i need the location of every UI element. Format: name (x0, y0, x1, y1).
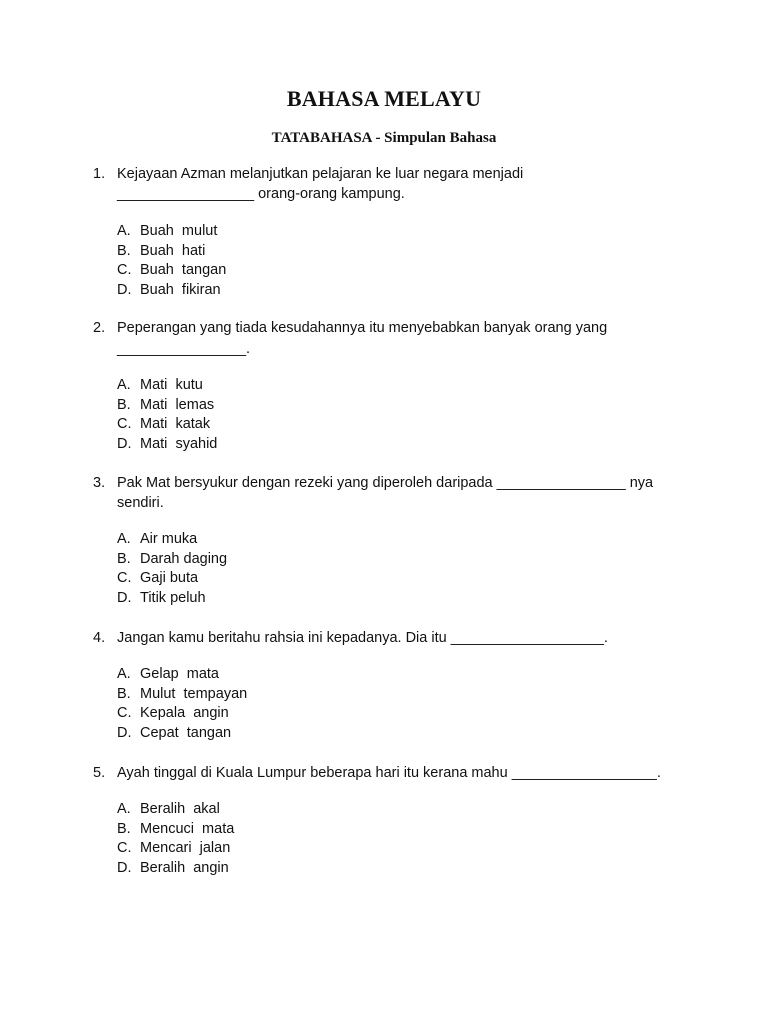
question-number: 2. (93, 320, 106, 336)
option-item (0, 396, 768, 416)
options-2 (0, 376, 768, 454)
option-text: Mencuci mata (140, 820, 235, 837)
option-letter: B. (117, 685, 131, 702)
options-5 (0, 800, 768, 878)
question-line (0, 184, 768, 204)
question-text: Peperangan yang tiada kesudahannya itu menyebabkan banyak orang yang (117, 320, 608, 336)
option-text: Beralih angin (140, 859, 229, 876)
option-letter: B. (117, 820, 131, 837)
option-item (0, 685, 768, 705)
question-line (0, 628, 768, 648)
option-letter: C. (117, 262, 132, 278)
option-item (0, 242, 768, 262)
option-item (0, 665, 768, 685)
option-letter: D. (117, 435, 132, 452)
option-text: Mati kutu (140, 377, 203, 393)
question-3 (0, 473, 768, 513)
option-item (0, 550, 768, 570)
page-title: BAHASA MELAYU (286, 86, 482, 111)
option-text: Mati katak (140, 416, 211, 432)
question-text: ________________. (117, 341, 251, 357)
option-letter: C. (117, 840, 132, 856)
option-letter: A. (117, 377, 131, 393)
option-item (0, 589, 768, 609)
option-item (0, 376, 768, 396)
option-letter: A. (117, 801, 131, 817)
option-item (0, 281, 768, 301)
option-letter: C. (117, 705, 132, 721)
option-text: Mati lemas (140, 396, 215, 413)
question-number: 1. (93, 166, 106, 182)
question-number: 5. (93, 765, 106, 781)
question-line (0, 473, 768, 493)
page-subtitle: TATABAHASA - Simpulan Bahasa (271, 130, 497, 146)
question-text: sendiri. (117, 495, 164, 511)
option-item (0, 820, 768, 840)
question-text: Jangan kamu beritahu rahsia ini kepadanya. Dia itu ___________________. (117, 630, 608, 646)
option-item (0, 261, 768, 281)
option-text: Air muka (140, 531, 198, 547)
option-item (0, 435, 768, 455)
option-item (0, 415, 768, 435)
option-text: Titik peluh (140, 589, 206, 606)
question-text: _________________ orang-orang kampung. (117, 186, 405, 202)
option-letter: A. (117, 531, 131, 547)
question-4 (0, 628, 768, 648)
question-number: 4. (93, 630, 106, 646)
question-number: 3. (93, 475, 106, 491)
option-letter: B. (117, 550, 131, 567)
option-letter: B. (117, 242, 131, 259)
option-letter: D. (117, 724, 132, 741)
question-2 (0, 318, 768, 359)
question-1 (0, 164, 768, 204)
option-text: Buah tangan (140, 262, 227, 278)
option-text: Mencari jalan (140, 840, 231, 856)
option-letter: C. (117, 570, 132, 586)
option-text: Gaji buta (140, 570, 199, 586)
option-text: Darah daging (140, 550, 228, 567)
question-line (0, 763, 768, 783)
option-letter: D. (117, 859, 132, 876)
option-text: Beralih akal (140, 801, 220, 817)
question-line (0, 318, 768, 338)
option-letter: A. (117, 666, 131, 682)
option-letter: D. (117, 281, 132, 298)
option-item (0, 704, 768, 724)
options-4 (0, 665, 768, 743)
option-letter: D. (117, 589, 132, 606)
option-item (0, 839, 768, 859)
question-line (0, 164, 768, 184)
option-text: Buah fikiran (140, 281, 221, 298)
option-letter: A. (117, 223, 131, 239)
question-text: Kejayaan Azman melanjutkan pelajaran ke luar negara menjadi (117, 166, 524, 182)
question-text: Ayah tinggal di Kuala Lumpur beberapa hari itu kerana mahu __________________. (117, 765, 661, 781)
question-line (0, 493, 768, 513)
option-letter: C. (117, 416, 132, 432)
option-text: Mulut tempayan (140, 685, 248, 702)
question-line (0, 339, 768, 359)
option-text: Buah mulut (140, 223, 218, 239)
option-text: Cepat tangan (140, 724, 232, 741)
option-item (0, 569, 768, 589)
question-5 (0, 763, 768, 783)
option-item (0, 800, 768, 820)
option-text: Buah hati (140, 242, 206, 259)
option-text: Gelap mata (140, 666, 219, 682)
option-item (0, 724, 768, 744)
option-item (0, 530, 768, 550)
option-letter: B. (117, 396, 131, 413)
option-item (0, 222, 768, 242)
options-3 (0, 530, 768, 608)
option-text: Mati syahid (140, 435, 218, 452)
options-1 (0, 222, 768, 300)
option-text: Kepala angin (140, 705, 229, 721)
option-item (0, 859, 768, 879)
question-text: Pak Mat bersyukur dengan rezeki yang diperoleh daripada ________________ nya (117, 475, 654, 491)
